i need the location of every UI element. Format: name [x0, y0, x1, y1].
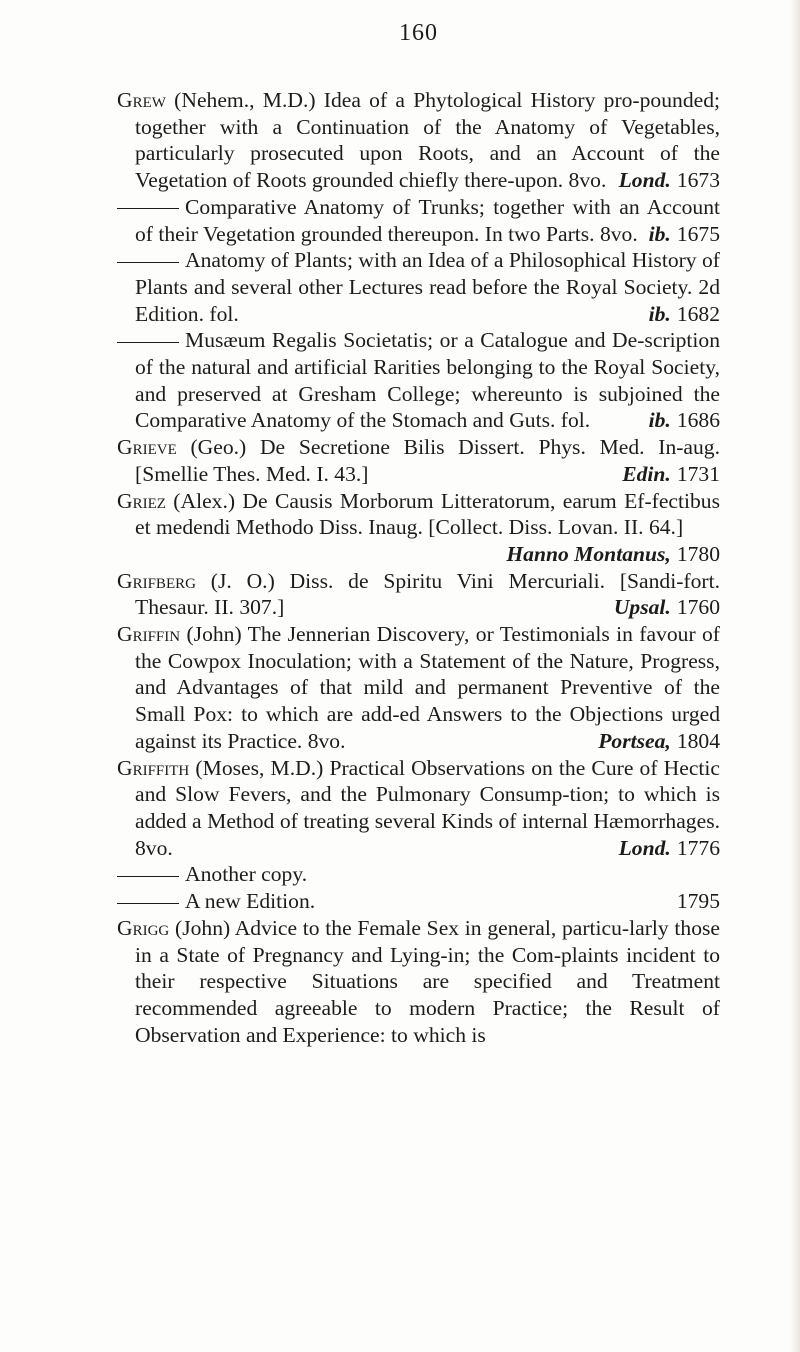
entry-text: Comparative Anatomy of Trunks; together with an Account of their Vegetation grounded thereupon. In two Parts. 8vo.: [135, 194, 720, 246]
catalogue-entry: [117, 87, 720, 194]
catalogue-entry: [117, 434, 720, 487]
entry-place: Lond.: [618, 168, 671, 193]
entry-place: Lond.: [618, 835, 671, 860]
entry-author: Grieve: [117, 435, 177, 460]
entry-year: 1686: [676, 408, 720, 433]
entry-imprint: [506, 541, 720, 568]
page-number: 160: [399, 20, 438, 46]
catalogue-entry: [117, 327, 720, 434]
entry-text: (Nehem., M.D.) Idea of a Phytological History pro-pounded; together with a Continuation of the Anatomy of Vegetables, particularly prosecuted upon Roots, and an Account of the Vegetation of Roots grounded chiefly there-upon. 8vo.: [135, 88, 720, 193]
entry-place: ib.: [648, 221, 671, 246]
entry-imprint: [649, 301, 720, 328]
entry-imprint: [649, 407, 720, 434]
catalogue-entry: [117, 247, 720, 327]
entry-imprint: [619, 835, 720, 862]
entry-year: 1795: [676, 889, 720, 914]
entry-year: 1760: [676, 595, 720, 620]
catalogue-entry: [117, 621, 720, 755]
ditto-dash: [117, 208, 179, 209]
entry-imprint: [677, 888, 720, 915]
entry-imprint: [649, 221, 720, 248]
ditto-dash: [117, 903, 179, 904]
entry-text: Another copy.: [185, 862, 308, 887]
entry-text: (Moses, M.D.) Practical Observations on the Cure of Hectic and Slow Fevers, and the Pulmonary Consump-tion; to which is added a Method of treating several Kinds of internal Hæmorrhages. 8vo.: [135, 755, 720, 860]
entry-imprint: [598, 728, 720, 755]
ditto-dash: [117, 262, 179, 263]
entry-place: Hanno Montanus,: [506, 541, 671, 566]
entry-text: (Alex.) De Causis Morborum Litteratorum, earum Ef-fectibus et medendi Methodo Diss. Inaug. [Collect. Diss. Lovan. II. 64.]: [135, 488, 720, 540]
catalogue-entry: [117, 755, 720, 862]
catalogue-entry: [117, 488, 720, 568]
catalogue-entry: [117, 861, 720, 888]
entry-place: ib.: [648, 408, 671, 433]
entry-place: Upsal.: [613, 595, 671, 620]
entry-author: Grifberg: [117, 568, 196, 593]
entry-text: Musæum Regalis Societatis; or a Catalogue and De-scription of the natural and artificial Rarities belonging to the Royal Society, and preserved at Gresham College; whereunto is subjoined the Comparative Anatomy of the Stomach and Guts. fol.: [135, 328, 720, 433]
entry-text: (John) Advice to the Female Sex in general, particu-larly those in a State of Pregnancy and Lying-in; the Com-plaints incident to their respective Situations are specified and Treatment recommended agreeable to modern Practice; the Result of Observation and Experience: to which is: [135, 915, 720, 1047]
entry-imprint: [619, 167, 720, 194]
entry-imprint: [622, 461, 720, 488]
ditto-dash: [117, 342, 179, 343]
entry-author: Grew: [117, 88, 166, 112]
entry-year: 1780: [676, 541, 720, 566]
catalogue-entry: [117, 888, 720, 915]
entry-year: 1673: [676, 168, 720, 193]
entry-place: Edin.: [622, 461, 671, 486]
entry-year: 1682: [676, 301, 720, 326]
entry-author: Griez: [117, 488, 166, 513]
entry-year: 1731: [676, 461, 720, 486]
entry-text: A new Edition.: [185, 889, 316, 914]
entry-text: (Geo.) De Secretione Bilis Dissert. Phys. Med. In-aug. [Smellie Thes. Med. I. 43.]: [135, 435, 721, 486]
entry-author: Grigg: [117, 915, 170, 940]
catalogue-page: [117, 20, 720, 1048]
entry-place: ib.: [648, 301, 671, 326]
catalogue-entry: [117, 915, 720, 1049]
ditto-dash: [117, 876, 179, 877]
entry-text: (John) The Jennerian Discovery, or Testimonials in favour of the Cowpox Inoculation; with a Statement of the Nature, Progress, and Advantages of that mild and permanent Preventive of the Small Pox: to which are add-ed Answers to the Objections urged against its Practice. 8vo.: [135, 622, 721, 753]
entry-author: Griffin: [117, 622, 181, 647]
entry-year: 1776: [676, 835, 720, 860]
page-edge-shadow: [790, 0, 800, 1352]
catalogue-entry: [117, 568, 720, 621]
entry-place: Portsea,: [598, 728, 671, 753]
entry-year: 1804: [676, 728, 720, 753]
entry-author: Griffith: [117, 755, 190, 780]
entry-text: Anatomy of Plants; with an Idea of a Philosophical History of Plants and several other Lectures read before the Royal Society. 2d Edition. fol.: [135, 248, 720, 326]
catalogue-entry: [117, 194, 720, 247]
entry-imprint: [614, 594, 720, 621]
entry-text: (J. O.) Diss. de Spiritu Vini Mercuriali. [Sandi-fort. Thesaur. II. 307.]: [135, 568, 720, 620]
entry-year: 1675: [676, 221, 720, 246]
